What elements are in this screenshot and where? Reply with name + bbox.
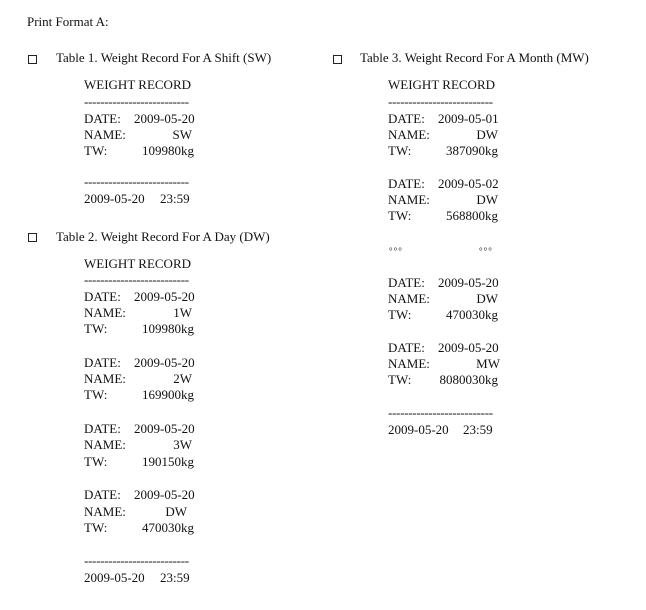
- tw-label: TW:: [84, 321, 108, 336]
- tw-value: 8080030kg: [439, 372, 498, 387]
- date-label: DATE:: [388, 275, 425, 290]
- date-value: 2009-05-02: [438, 176, 499, 191]
- table1-footer-date: 2009-05-20: [84, 191, 145, 206]
- tw-label: TW:: [388, 307, 412, 322]
- name-label: NAME:: [84, 371, 126, 386]
- date-label: DATE:: [388, 176, 425, 191]
- table3-top-divider: --------------------------: [388, 94, 493, 109]
- name-label: NAME:: [388, 356, 430, 371]
- tw-value: 387090kg: [446, 143, 498, 158]
- name-value: DW: [476, 127, 498, 142]
- table3-bottom-divider: --------------------------: [388, 405, 493, 420]
- date-value: 2009-05-20: [438, 340, 499, 355]
- tw-value: 109980kg: [142, 321, 194, 336]
- table2-checkbox[interactable]: [28, 233, 37, 242]
- ellipsis-right: °°°: [479, 246, 493, 256]
- date-value: 2009-05-20: [438, 275, 499, 290]
- table3-title: Table 3. Weight Record For A Month (MW): [360, 50, 589, 65]
- date-value: 2009-05-20: [134, 355, 195, 370]
- name-value: 3W: [173, 437, 192, 452]
- date-value: 2009-05-20: [134, 289, 195, 304]
- table2-header: WEIGHT RECORD: [84, 256, 192, 271]
- name-label: NAME:: [84, 127, 126, 142]
- tw-label: TW:: [84, 143, 108, 158]
- date-value: 2009-05-01: [438, 111, 499, 126]
- tw-value: 169900kg: [142, 387, 194, 402]
- date-label: DATE:: [84, 355, 121, 370]
- table1-checkbox[interactable]: [28, 55, 37, 64]
- name-label: NAME:: [388, 127, 430, 142]
- name-value: SW: [172, 127, 192, 142]
- date-label: DATE:: [388, 340, 425, 355]
- ellipsis-left: °°°: [389, 246, 403, 256]
- tw-value: 470030kg: [142, 520, 194, 535]
- tw-value: 470030kg: [446, 307, 498, 322]
- name-label: NAME:: [84, 437, 126, 452]
- table2-footer-time: 23:59: [160, 570, 190, 585]
- table2-title: Table 2. Weight Record For A Day (DW): [56, 229, 270, 244]
- tw-value: 190150kg: [142, 454, 194, 469]
- name-value: DW: [165, 504, 187, 519]
- tw-label: TW:: [84, 454, 108, 469]
- date-label: DATE:: [84, 111, 121, 126]
- name-value: DW: [476, 291, 498, 306]
- date-label: DATE:: [84, 487, 121, 502]
- table2-bottom-divider: --------------------------: [84, 553, 189, 568]
- date-value: 2009-05-20: [134, 111, 195, 126]
- table2-footer-date: 2009-05-20: [84, 570, 145, 585]
- table1-top-divider: --------------------------: [84, 94, 189, 109]
- name-label: NAME:: [388, 192, 430, 207]
- date-label: DATE:: [84, 289, 121, 304]
- page-heading: Print Format A:: [27, 14, 109, 29]
- table2-top-divider: --------------------------: [84, 272, 189, 287]
- table1-title: Table 1. Weight Record For A Shift (SW): [56, 50, 272, 65]
- table3-checkbox[interactable]: [333, 55, 342, 64]
- date-label: DATE:: [388, 111, 425, 126]
- name-label: NAME:: [84, 305, 126, 320]
- table3-footer-time: 23:59: [463, 422, 493, 437]
- table3-header: WEIGHT RECORD: [388, 77, 496, 92]
- name-value: 2W: [173, 371, 192, 386]
- name-value: DW: [476, 192, 498, 207]
- tw-label: TW:: [388, 143, 412, 158]
- name-label: NAME:: [388, 291, 430, 306]
- table3-footer-date: 2009-05-20: [388, 422, 449, 437]
- name-value: 1W: [173, 305, 192, 320]
- tw-value: 109980kg: [142, 143, 194, 158]
- date-value: 2009-05-20: [134, 421, 195, 436]
- table1-bottom-divider: --------------------------: [84, 174, 189, 189]
- tw-label: TW:: [388, 372, 412, 387]
- date-label: DATE:: [84, 421, 121, 436]
- tw-label: TW:: [388, 208, 412, 223]
- tw-label: TW:: [84, 520, 108, 535]
- date-value: 2009-05-20: [134, 487, 195, 502]
- tw-value: 568800kg: [446, 208, 498, 223]
- table1-footer-time: 23:59: [160, 191, 190, 206]
- table1-header: WEIGHT RECORD: [84, 77, 192, 92]
- name-value: MW: [476, 356, 500, 371]
- name-label: NAME:: [84, 504, 126, 519]
- tw-label: TW:: [84, 387, 108, 402]
